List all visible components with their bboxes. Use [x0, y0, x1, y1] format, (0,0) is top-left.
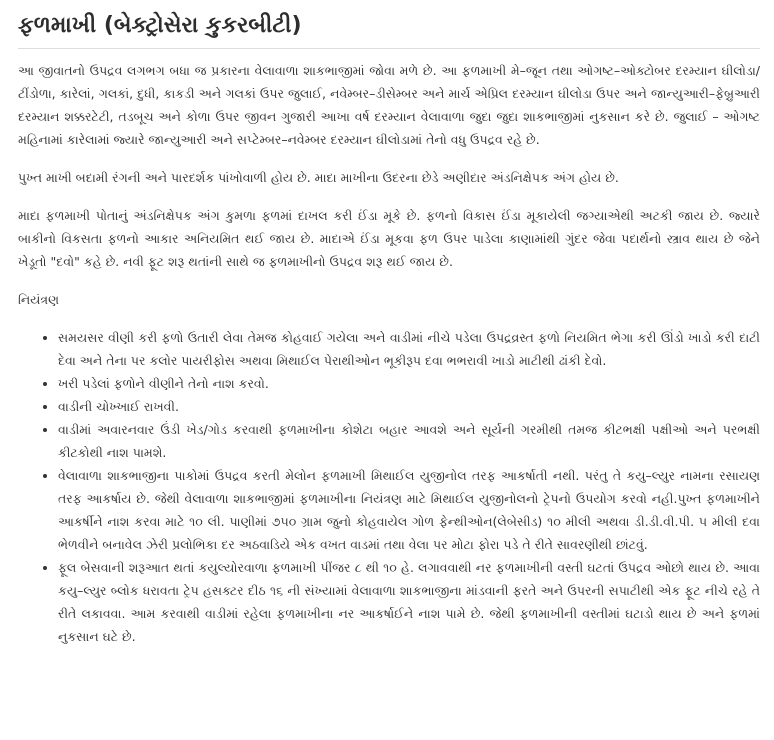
list-item: • વાડીની ચોખ્ખાઈ રાખવી. — [58, 395, 760, 418]
list-item: • વેલાવાળા શાકભાજીના પાકોમાં ઉપદ્રવ કરતી મેલોન ફળમાખી મિથાઈલ યુજીનોલ તરફ આકર્ષાતી નથી. પરંતુ તે કયુ–લ્યુર નામના રસાયણ તરફ આકર્ષાય છે. જેથી વેલાવાળા શાકભાજીમાં ફળમાખીના નિયંત્રણ માટે મિથાઈલ યુજીનોલનો ટ્રેપનો ઉપયોગ કરવો નહી.પુખ્ત ફળમાખીને આકર્ષીને નાશ કરવા માટે ૧૦ લી. પાણીમાં ૭૫૦ ગ્રામ જુનો કોહવાયેલ ગોળ ફેન્થીઓન(લેબેસીડ) ૧૦ મીલી અથવા ડી.ડી.વી.પી. ૫ મીલી દવા ભેળવીને બનાવેલ ઝેરી પ્રલોભિકા દર અઠવાડિયે એક વખત વાડમાં તથા વેલા પર મોટા ફોરા પડે તે રીતે સાવરણીથી છાંટવું. — [58, 464, 760, 556]
list-item: • ખરી પડેલાં ફળોને વીણીને તેનો નાશ કરવો. — [58, 372, 760, 395]
article-body — [18, 59, 760, 648]
paragraph-intro: આ જીવાતનો ઉપદ્રવ લગભગ બધા જ પ્રકારના વેલાવાળા શાકભાજીમાં જોવા મળે છે. આ ફળમાખી મે–જૂન તથા ઓગષ્ટ–ઓક્ટોબર દરમ્યાન ઘીલોડા/ટીંડોળા, કારેલાં, ગલકાં, દુધી, કાકડી અને ગલકાં ઉપર જુલાઈ, નવેમ્બર–ડીસેમ્બર અને માર્ચ એપ્રિલ દરમ્યાન ઘીલોડા ઉપર અને જાન્યુઆરી–ફેબ્રુઆરી દરમ્યાન શક્કરટેટી, તડબૂચ અને કોળા ઉપર જીવન ગુજારી આખા વર્ષ દરમ્યાન વેલાવાળા જુદા જુદા શાકભાજીમાં નુકસાન કરે છે. જુલાઈ – ઓગષ્ટ મહિનામાં કારેલામાં જ્યારે જાન્યુઆરી અને સપ્ટેમ્બર–નવેમ્બર દરમ્યાન ઘીલોડામાં તેનો વધુ ઉપદ્રવ રહે છે. — [18, 63, 760, 147]
paragraph-adult: પુખ્ત માખી બદામી રંગની અને પારદર્શક પાંખોવાળી હોય છે. માદા માખીના ઉદરના છેડે અણીદાર અંડનિક્ષેપક અંગ હોય છે. — [18, 170, 619, 185]
control-list — [18, 326, 760, 648]
list-item: • સમયસર વીણી કરી ફળો ઉતારી લેવા તેમજ કોહવાઈ ગયેલા અને વાડીમાં નીચે પડેલા ઉપદ્રવ્રસ્ત ફળો નિયમિત ભેગા કરી ઊંડો ખાડો કરી દાટી દેવા અને તેના પર કલોર પાયરીફોસ અથવા મિથાઈલ પેરાથીઓન ભૂકીરૂપ દવા ભભરાવી ખાડો માટીથી ઢાંકી દેવો. — [58, 326, 760, 372]
list-item: • વાડીમાં અવારનવાર ઉંડી ખેડ/ગોડ કરવાથી ફળમાખીના કોશેટા બહાર આવશે અને સૂર્યની ગરમીથી તમજ કીટભક્ષી પક્ષીઓ અને પરભક્ષી કીટકોથી નાશ પામશે. — [58, 418, 760, 464]
list-item: • ફૂલ બેસવાની શરૂઆત થતાં કયુલ્યોરવાળા ફળમાખી પીંજર ૮ થી ૧૦ હે. લગાવવાથી નર ફળમાખીની વસ્તી ઘટતાં ઉપદ્રવ ઓછો થાય છે. આવા કયુ–લ્યુર બ્લોક ધરાવતા ટ્રેપ હસક્ટર દીઠ ૧૬ ની સંખ્યામાં વેલાવાળા શાકભાજીના માંડવાની ફરતે અને ઉપરની સપાટીથી એક ફૂટ નીચે રહે તે રીતે લકાવવા. આમ કરવાથી વાડીમાં રહેલા ફળમાખીના નર આકર્ષાઈને નાશ પામે છે. જેથી ફળમાખીની વસ્તીમાં ઘટાડો થાય છે અને ફળમાં નુકસાન ઘટે છે. — [58, 556, 760, 648]
page-title: ફળમાખી (બેક્ટ્રોસેરા કુકરબીટી) — [18, 12, 760, 49]
paragraph-damage: માદા ફળમાખી પોતાનું અંડનિક્ષેપક અંગ કુમળા ફળમાં દાખલ કરી ઈંડા મૂકે છે. ફળનો વિકાસ ઈંડા મૂકાયેલી જગ્યાએથી અટકી જાય છે. જ્યારે બાકીનો વિકસતા ફળનો આકાર અનિયમિત થઈ જાય છે. માદાએ ઈંડા મૂકવા ફળ ઉપર પાડેલા કાણામાંથી ગુંદર જેવા પદાર્થનો સ્ત્રાવ થાય છે જેને ખેડૂતો "દવો" કહે છે. નવી ફૂટ શરૂ થતાંની સાથે જ ફળમાખીનો ઉપદ્રવ શરૂ થઈ જાય છે. — [18, 208, 760, 269]
control-heading: નિયંત્રણ — [18, 292, 59, 307]
